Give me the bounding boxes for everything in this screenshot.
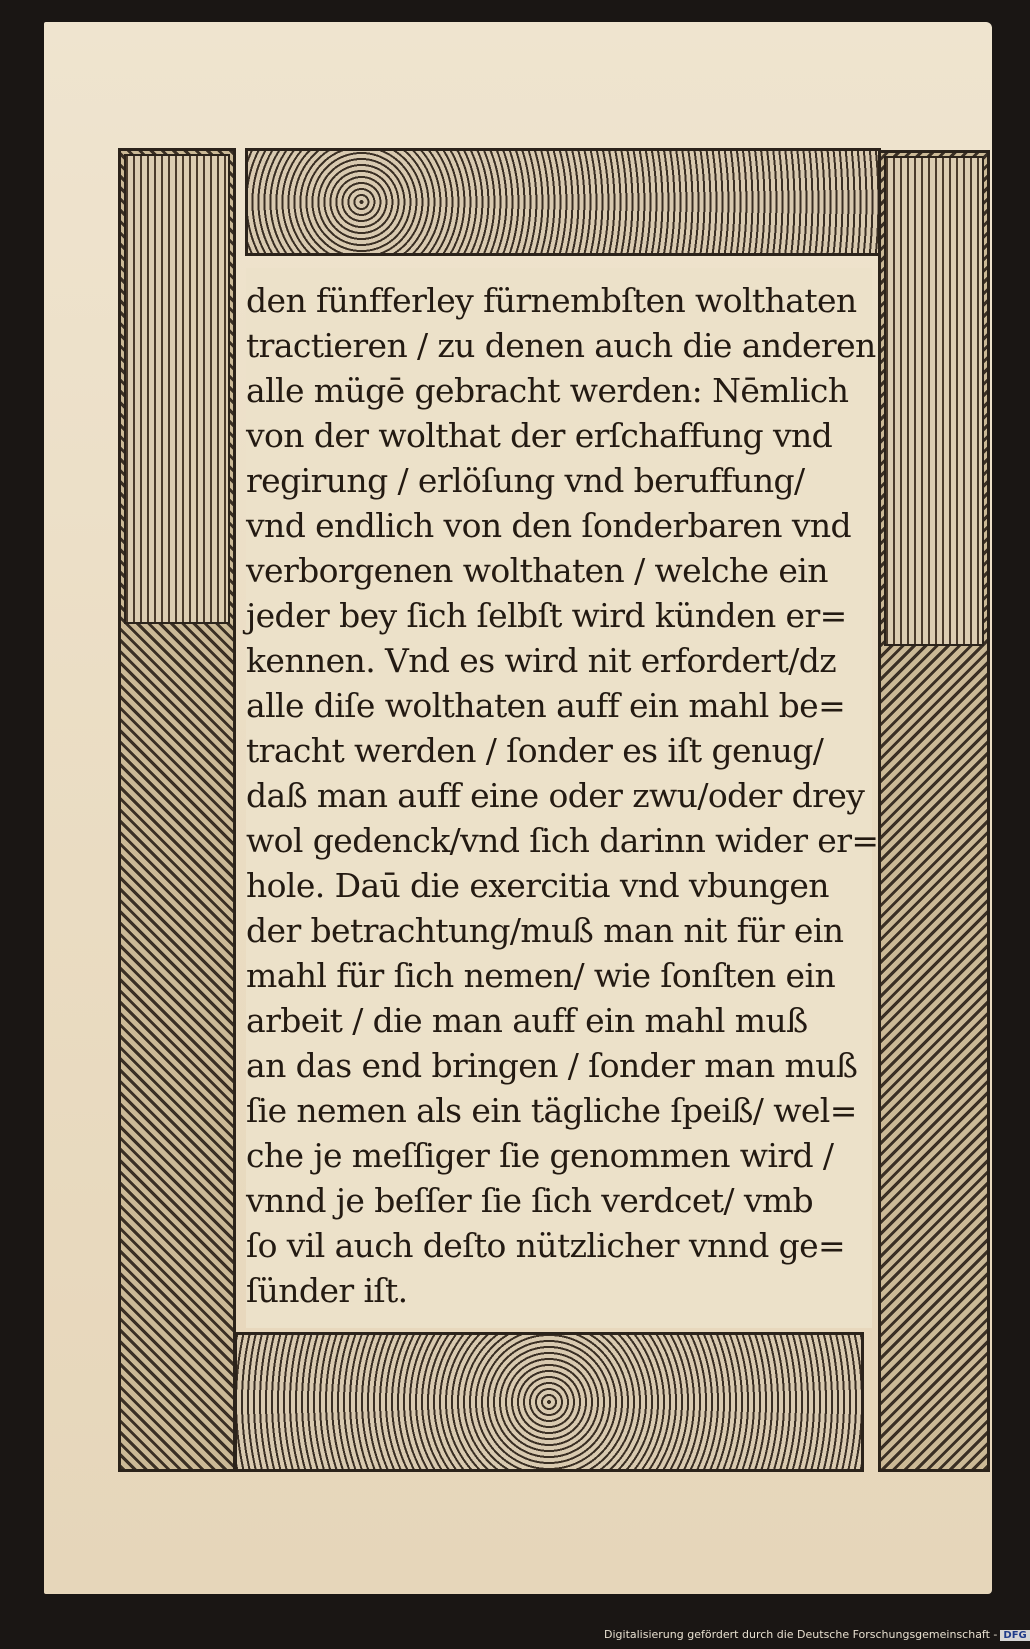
text-line: tractieren / zu denen auch die anderen	[246, 326, 876, 365]
text-block	[246, 268, 879, 1328]
text-line: alle mügē gebracht werden: Nēmlich	[246, 371, 849, 410]
text-line: ſo vil auch deſto nützlicher vnnd ge=	[246, 1226, 846, 1265]
credit-text: Digitalisierung gefördert durch die Deutsche Forschungsgemeinschaft -	[604, 1628, 998, 1641]
text-line: ſünder iſt.	[246, 1271, 408, 1310]
text-line: verborgenen wolthaten / welche ein	[246, 551, 828, 590]
text-line: von der wolthat der erſchaffung vnd	[246, 416, 833, 455]
ornamental-border-bottom	[234, 1332, 864, 1472]
text-line: der betrachtung/muß man nit für ein	[246, 911, 844, 950]
woodcut-figure-right	[884, 156, 984, 646]
text-line: daß man auff eine oder zwu/oder drey	[246, 776, 865, 815]
text-line: wol gedenck/vnd ſich darinn wider er=	[246, 821, 879, 860]
text-line: alle diſe wolthaten auff ein mahl be=	[246, 686, 846, 725]
text-line: vnnd je beſſer ſie ſich verdcet/ vmb	[246, 1181, 814, 1220]
ornamental-border-top	[245, 148, 881, 256]
text-line: kennen. Vnd es wird nit erfordert/dz	[246, 641, 837, 680]
text-line: hole. Daū die exercitia vnd vbungen	[246, 866, 829, 905]
text-line: vnd endlich von den ſonderbaren vnd	[246, 506, 852, 545]
text-line: regirung / erlöſung vnd beruffung/	[246, 461, 805, 500]
text-line: jeder bey ſich ſelbſt wird künden er=	[246, 596, 847, 635]
text-line: tracht werden / ſonder es iſt genug/	[246, 731, 824, 770]
text-line: arbeit / die man auff ein mahl muß	[246, 1001, 808, 1040]
text-line: mahl für ſich nemen/ wie ſonſten ein	[246, 956, 836, 995]
text-line: ſie nemen als ein tägliche ſpeiß/ wel=	[246, 1091, 857, 1130]
digitization-credit	[604, 1628, 1027, 1648]
text-line: den fünfferley fürnembſten wolthaten	[246, 281, 857, 320]
dfg-logo: DFG	[1000, 1630, 1029, 1641]
text-line: an das end bringen / ſonder man muß	[246, 1046, 858, 1085]
text-line: che je meſſiger ſie genommen wird /	[246, 1136, 834, 1175]
woodcut-figure-left	[124, 154, 230, 624]
